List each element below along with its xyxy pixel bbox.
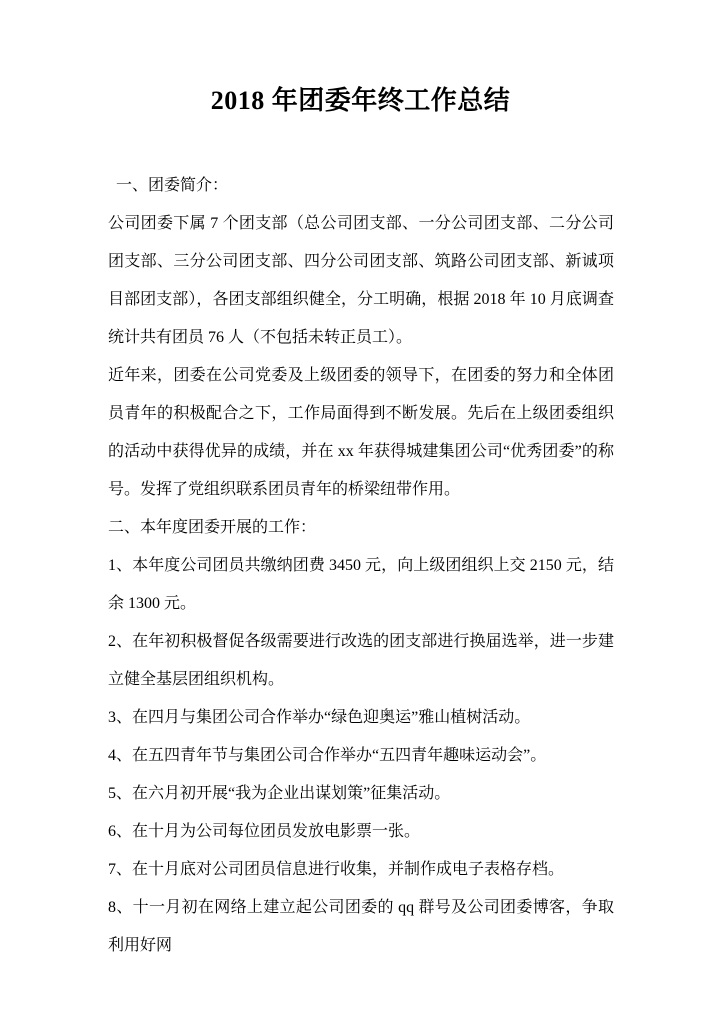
work-item-5: 5、在六月初开展“我为企业出谋划策”征集活动。: [108, 785, 451, 802]
work-item-8: 8、十一月初在网络上建立起公司团委的 qq 群号及公司团委博客，争取利用好网: [108, 899, 614, 954]
section-1-paragraph-2: 近年来，团委在公司党委及上级团委的领导下，在团委的努力和全体团员青年的积极配合之下，工作局面得到不断发展。先后在上级团委组织的活动中获得优异的成绩，并在 xx 年获得城建集团公司“优秀团委”的称号。发挥了党组织联系团员青年的桥梁纽带作用。: [108, 367, 614, 498]
section-1-heading: 一、团委简介：: [116, 177, 229, 194]
work-item-3: 3、在四月与集团公司合作举办“绿色迎奥运”雅山植树活动。: [108, 709, 531, 726]
work-item-4: 4、在五四青年节与集团公司合作举办“五四青年趣味运动会”。: [108, 747, 547, 764]
work-item-2: 2、在年初积极督促各级需要进行改选的团支部进行换届选举，进一步建立健全基层团组织机构。: [108, 633, 614, 688]
document-title: 2018 年团委年终工作总结: [210, 86, 511, 115]
document-body: [108, 167, 614, 965]
section-2-heading: 二、本年度团委开展的工作：: [108, 519, 317, 536]
work-item-7: 7、在十月底对公司团员信息进行收集，并制作成电子表格存档。: [108, 861, 565, 878]
section-1-paragraph-1: 公司团委下属 7 个团支部（总公司团支部、一分公司团支部、二分公司团支部、三分公司团支部、四分公司团支部、筑路公司团支部、新诚项目部团支部），各团支部组织健全，分工明确，根据 2018 年 10 月底调查统计共有团员 76 人（不包括未转正员工）。: [108, 215, 614, 346]
work-item-1: 1、本年度公司团员共缴纳团费 3450 元，向上级团组织上交 2150 元，结余 1300 元。: [108, 557, 614, 612]
work-item-6: 6、在十月为公司每位团员发放电影票一张。: [108, 823, 421, 840]
